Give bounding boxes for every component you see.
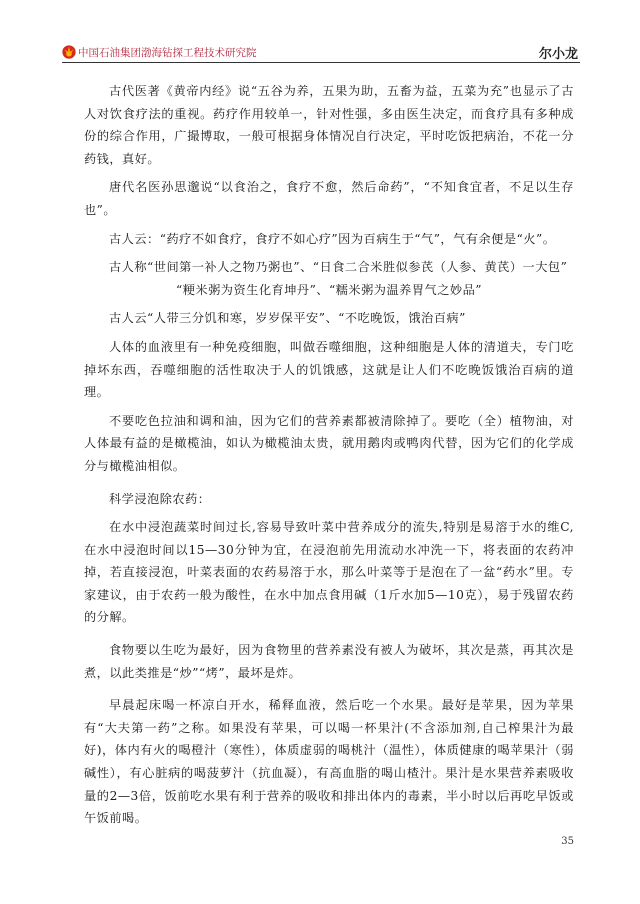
petrochina-logo-icon [62,45,76,59]
paragraph-morning-fruit: 早晨起床喝一杯凉白开水，稀释血液，然后吃一个水果。最好是苹果，因为苹果有“大夫第一药”之称。如果没有苹果，可以喝一杯果汁(不含添加剂,自己榨果汁为最好)，体内有火的喝橙汁（寒性），体质虚弱的喝桃汁（温性），体质健康的喝苹果汁（弱碱性），有心脏病的喝菠萝汁（抗血凝），有高血脂的喝山楂汁。果汁是水果营养素吸收量的2—3倍，饭前吃水果有利于营养的吸收和排出体内的毒素，半小时以后再吃早饭或午饭前喝。 [84,698,574,826]
paragraph-soaking-vegetables: 在水中浸泡蔬菜时间过长,容易导致叶菜中营养成分的流失,特别是易溶于水的维C,在水中浸泡时间以15—30分钟为宜，在浸泡前先用流动水冲洗一下，将表面的农药冲掉，若直接浸泡，叶菜表面的农药易溶于水，那么叶菜等于是泡在了一盆“药水”里。专家建议，由于农药一般为酸性，在水中加点食用碱（1斤水加5—10克），易于残留农药的分解。 [84,520,574,625]
paragraph-congee-saying: 古人称“世间第一补人之物乃粥也”、“日食二合米胜似参芪（人参、黄芪）一大包” [109,260,568,275]
document-body [84,80,574,830]
page-number: 35 [561,836,574,847]
page-header [62,42,580,64]
paragraph-neijing: 古代医著《黄帝内经》说“五谷为养，五果为助，五畜为益，五菜为充”也显示了古人对饮食疗法的重视。药疗作用较单一，针对性强，多由医生决定，而食疗具有多种成份的综合作用，广撮博取，一般可根据身体情况自行决定，平时吃饭把病治，不花一分药钱，真好。 [84,84,574,166]
author-name: 尔小龙 [538,47,578,62]
paragraph-olive-oil: 不要吃色拉油和调和油，因为它们的营养素都被清除掉了。要吃（全）植物油，对人体最有益的是橄榄油，如认为橄榄油太贵，就用鹅肉或鸭肉代替，因为它们的化学成分与橄榄油相似。 [84,413,574,473]
organization-name: 中国石油集团渤海钻探工程技术研究院 [78,47,257,59]
section-heading-pesticide: 科学浸泡除农药： [109,491,211,506]
paragraph-sun-simiao: 唐代名医孙思邈说“以食治之，食疗不愈，然后命药”，“不知食宜者，不足以生存也”。 [84,180,574,217]
paragraph-hunger-saying: 古人云“人带三分饥和寒，岁岁保平安”、“不吃晚饭，饿治百病” [109,311,466,326]
paragraph-congee-saying-cont: “粳米粥为资生化育坤丹”、“糯米粥为温养胃气之妙品” [175,282,483,297]
paragraph-immune-cells: 人体的血液里有一种免疫细胞，叫做吞噬细胞，这种细胞是人体的清道夫，专门吃掉坏东西，吞噬细胞的活性取决于人的饥饿感，这就是让人们不吃晚饭饿治百病的道理。 [84,339,574,400]
paragraph-raw-food: 食物要以生吃为最好，因为食物里的营养素没有被人为破坏，其次是蒸，再其次是煮，以此类推是“炒”“烤”，最坏是炸。 [84,643,574,680]
header-divider [62,62,580,63]
paragraph-food-therapy-saying: 古人云：“药疗不如食疗，食疗不如心疗”因为百病生于“气”，气有余便是“火”。 [109,231,556,246]
